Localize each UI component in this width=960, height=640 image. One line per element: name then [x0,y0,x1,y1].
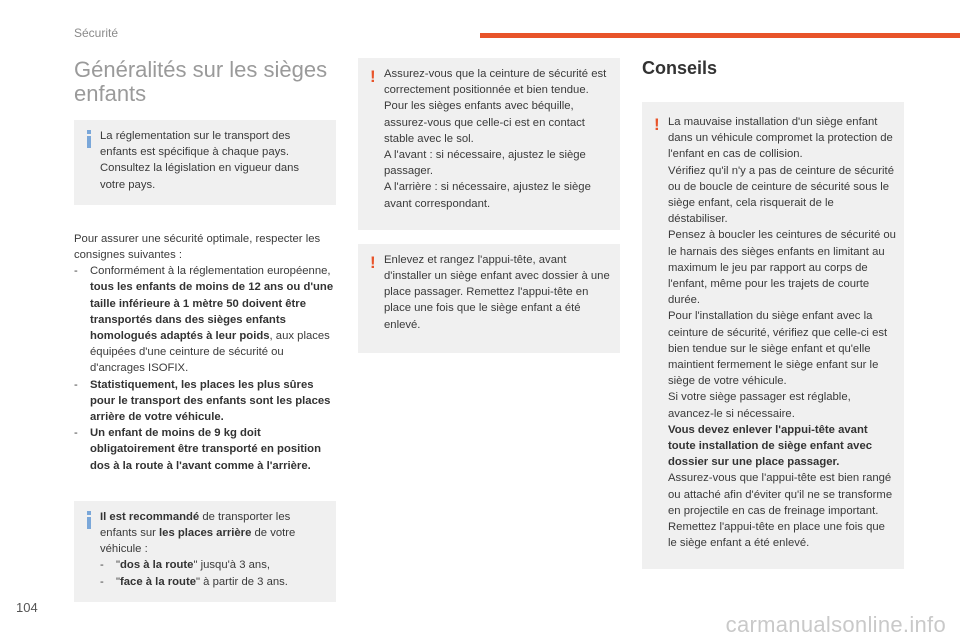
list-item [100,557,326,573]
column-3 [642,58,904,569]
list-dash: - [74,378,78,391]
warning-text: Assurez-vous que la ceinture de sécurité est correctement positionnée et bien tendue. Pour les sièges enfants avec béquille, assurez-vous que celle-ci est en contact stable avec le sol. A l'avant : si nécessaire, ajustez le siège passager. A l'arrière : si nécessaire, ajustez le siège avant correspondant. [384,68,607,210]
item-text: Conformément à la réglementation européenne, [90,265,331,278]
list-dash: - [100,559,104,572]
info-box-regulation [74,120,336,205]
list-dash: - [100,575,104,588]
watermark: carmanualsonline.info [725,612,946,637]
warning-icon: ! [370,67,376,86]
info-bold: les places arrière [159,527,252,540]
page-number: 104 [16,600,38,615]
info-text: " jusqu'à 3 ans, [193,559,270,572]
info-icon [86,511,92,529]
warning-text: Assurez-vous que l'appui-tête est bien rangé ou attaché afin d'éviter qu'il ne se transforme en projectile en cas de freinage important. Remettez l'appui-tête en place une fois que le siège enfant a été enlevé. [668,472,893,550]
info-text: de votre véhicule : [100,527,296,556]
list-dash: - [74,427,78,440]
warning-text: Enlevez et rangez l'appui-tête, avant d'installer un siège enfant avec dossier à une place passager. Remettez l'appui-tête en place une fois que le siège enfant a été enlevé. [384,253,610,331]
info-text: de transporter les enfants sur [100,510,291,540]
warning-icon: ! [370,252,376,272]
item-bold: Un enfant de moins de 9 kg doit obligatoirement être transporté en position dos à la route à l'avant comme à l'arrière. [90,427,321,472]
page-title: Généralités sur les sièges enfants [74,57,328,106]
info-bold: dos à la route [120,559,194,572]
list-dash: - [74,265,78,278]
info-bold: Il est recommandé [100,510,200,523]
warning-bold: Vous devez enlever l'appui-tête avant toute installation de siège enfant avec dossier sur une place passager. [668,423,873,469]
info-box-recommendation [74,501,336,602]
quote: " [116,575,121,588]
warning-box-seatbelt [358,58,620,230]
section-header: Sécurité [74,26,119,40]
warning-text: La mauvaise installation d'un siège enfant dans un véhicule compromet la protection de l'enfant en cas de collision. Vérifiez qu'il n'y a pas de ceinture de sécurité ou de boucle de ceinture de sécurité sous le siège enfant, cela risquerait de le déstabiliser. Pensez à boucler les ceintures de sécurité ou le harnais des sièges enfants en limitant au maximum le jeu par rapport au corps de l'enfant, même pour les trajets de courte durée. Pour l'installation du siège enfant avec la ceinture de sécurité, vérifiez que celle-ci est bien tendue sur le siège enfant et qu'elle maintient fermement le siège enfant sur le siège de votre véhicule. Si votre siège passager est réglable, avancez-le si nécessaire. [668,116,896,420]
column-2 [358,58,620,353]
item-bold: tous les enfants de moins de 12 ans ou d'une taille inférieure à 1 mètre 50 doivent être transportés dans des sièges enfants homologués adaptés à leur poids [90,281,334,343]
warning-box-headrest [358,244,620,353]
list-item [100,574,326,590]
column-1 [74,58,336,602]
list-item [74,377,336,426]
header-accent-bar [480,33,960,38]
quote: " [116,559,121,572]
intro-text: Pour assurer une sécurité optimale, respecter les consignes suivantes : [74,232,321,262]
info-icon [86,130,92,148]
info-text: " à partir de 3 ans. [196,575,288,588]
item-bold: Statistiquement, les places les plus sûres pour le transport des enfants sont les places arrière de votre véhicule. [90,378,331,424]
warning-box-advice [642,102,904,569]
warning-icon: ! [654,115,660,134]
list-item [74,425,336,474]
section-title: Conseils [642,58,718,78]
info-bold: face à la route [120,575,196,588]
info-text: La réglementation sur le transport des enfants est spécifique à chaque pays. Consultez la législation en vigueur dans votre pays. [100,130,300,191]
item-text: , aux places équipées d'une ceinture de sécurité ou d'ancrages ISOFIX. [90,330,330,375]
list-item [74,263,336,376]
